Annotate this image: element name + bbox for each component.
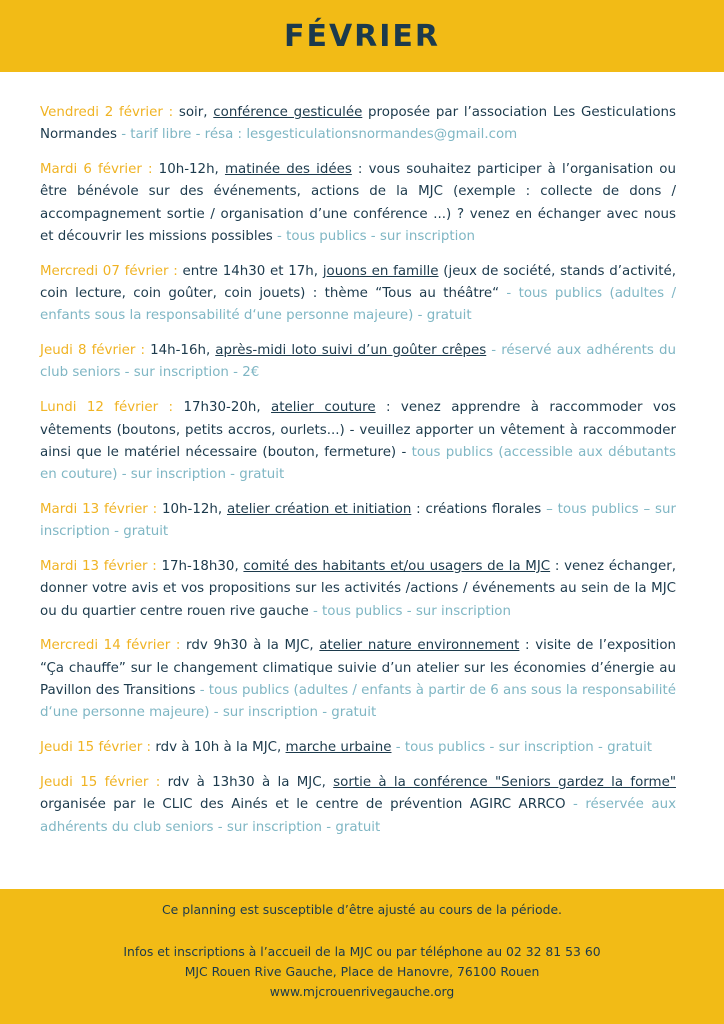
page-title: FÉVRIER [283,18,441,54]
event-date: Lundi 12 février : [40,400,184,416]
event-title: comité des habitants et/ou usagers de la MJC [243,559,551,575]
event-tags: - tous publics (adultes / enfants sous la responsabilité d‘une personne majeure) - gratuit [40,286,676,324]
event-item [40,635,676,724]
event-title: atelier création et initiation [227,501,412,517]
event-title: atelier couture [271,400,376,416]
footer-band [0,889,724,1024]
event-tags: tous publics (accessible aux débutants en couture) - sur inscription - gratuit [40,444,676,483]
event-time: rdv 9h30 à la MJC, [186,638,320,654]
event-title: jouons en famille [322,263,439,279]
event-date: Mercredi 14 février : [40,638,187,654]
event-item [40,772,676,839]
event-tags: - tarif libre - résa : lesgesticulationsnormandes@gmail.com [121,127,518,143]
planning-notice: Ce planning est susceptible d’être ajusté au cours de la période. [161,902,562,917]
event-time: soir, [178,105,214,120]
event-item [40,397,676,486]
event-date: Jeudi 15 février : [40,774,168,790]
event-tags: - tous publics - sur inscription - gratuit [395,740,653,756]
website-link[interactable]: www.mjcrouenrivegauche.org [269,984,455,999]
event-date: Mercredi 07 février : [40,263,183,279]
event-item [40,556,676,623]
event-description: : créations florales [411,501,542,517]
event-tags: - réservée aux adhérents du club seniors - sur inscription - gratuit [40,797,676,835]
event-title: sortie à la conférence "Seniors gardez la forme" [333,774,676,790]
event-title: atelier nature environnement [319,638,520,654]
event-time: 10h-12h, [158,162,225,178]
event-item [40,499,676,544]
event-tags: - tous publics - sur inscription [272,228,476,244]
event-date: Jeudi 8 février : [40,343,151,359]
event-tags: - tous publics - sur inscription [308,603,511,619]
event-date: Mardi 13 février : [40,559,162,575]
event-item [40,340,676,385]
event-tags: – tous publics – sur inscription - gratuit [40,501,676,540]
contact-info [0,942,724,1002]
event-description: : vous souhaitez participer à l’organisation ou être bénévole sur des événements, actions de la MJC (exemple : collecte de dons / accompagnement sortie / organisation d’une conférence ...) ? venez en échanger avec nous et découvrir les missions possibles [40,162,676,244]
event-time: 10h-12h, [162,501,227,517]
event-time: 14h-16h, [150,343,216,359]
event-title: après-midi loto suivi d’un goûter crêpes [215,343,487,359]
event-time: entre 14h30 et 17h, [182,263,323,279]
event-tags: - tous publics (adultes / enfants à partir de 6 ans sous la responsabilité d‘une personne majeure) - sur inscription - gratuit [40,683,676,721]
event-title: conférence gesticulée [213,105,363,120]
event-title: marche urbaine [285,740,392,756]
event-description: proposée par l’association Les Gesticulations Normandes [40,105,676,143]
event-time: rdv à 13h30 à la MJC, [167,774,334,790]
contact-address-line: MJC Rouen Rive Gauche, Place de Hanovre, 76100 Rouen [184,964,540,979]
event-date: Jeudi 15 février : [40,740,156,756]
event-title: matinée des idées [224,162,352,178]
event-item [40,737,676,759]
event-time: 17h-18h30, [161,559,244,575]
event-time: 17h30-20h, [183,400,272,416]
event-item [40,102,676,147]
event-description: : venez échanger, donner votre avis et vos propositions sur les activités /actions / événements au sein de la MJC ou du quartier centre rouen rive gauche [40,559,676,619]
events-list [40,102,676,851]
event-date: Mardi 6 février : [40,162,159,178]
event-description: organisée par le CLIC des Ainés et le centre de prévention AGIRC ARRCO [40,797,566,813]
event-date: Vendredi 2 février : [40,105,179,120]
event-date: Mardi 13 février : [40,501,163,517]
event-description: (jeux de société, stands d’activité, coin lecture, coin goûter, coin jouets) : thème “Tous au théâtre“ [40,263,676,302]
header-band [0,0,724,72]
event-description: : venez apprendre à raccommoder vos vêtements (boutons, petits accros, ourlets...) - veuillez apporter un vêtement à raccommoder ainsi que le matériel nécessaire (bouton, fermeture) - [40,400,677,460]
event-description: : visite de l’exposition “Ça chauffe” sur le changement climatique suivie d’un atelier sur les économies d’énergie au Pavillon des Transitions [40,638,677,699]
event-tags: - réservé aux adhérents du club seniors - sur inscription - 2€ [40,343,676,381]
contact-phone-line: Infos et inscriptions à l’accueil de la MJC ou par téléphone au 02 32 81 53 60 [123,944,601,959]
event-item [40,159,676,248]
event-time: rdv à 10h à la MJC, [155,740,286,756]
event-item [40,261,676,328]
